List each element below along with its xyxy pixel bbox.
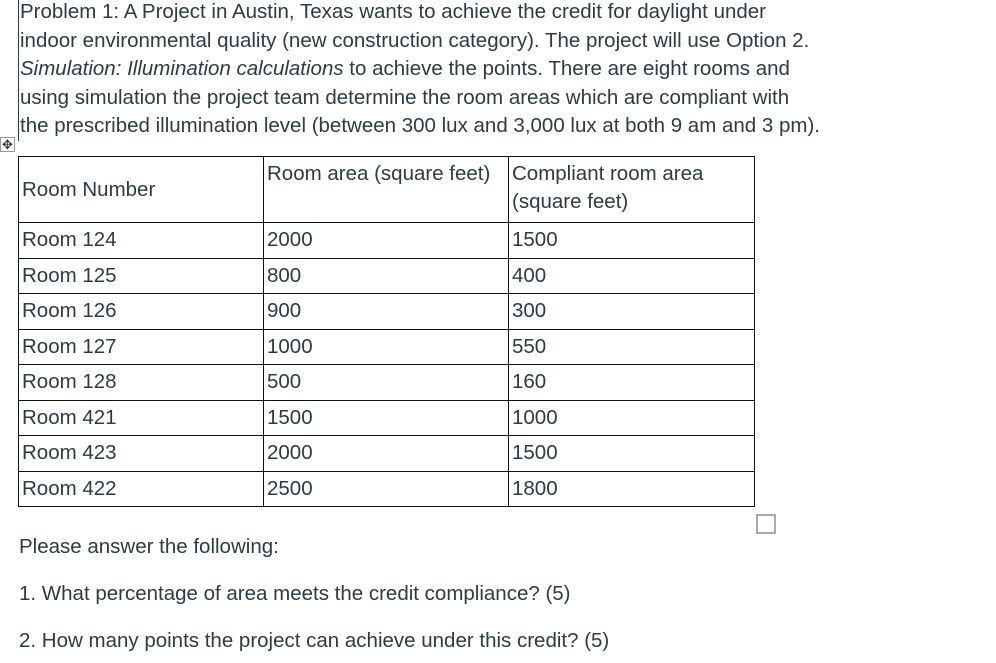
room-area-cell: 2000 xyxy=(264,436,509,472)
room-area-cell: 2500 xyxy=(264,471,509,507)
table-row xyxy=(19,436,755,472)
problem-text: to achieve the points. There are eight rooms and xyxy=(343,57,790,81)
room-number-cell: Room 127 xyxy=(19,329,264,365)
option-name: Simulation: Illumination calculations xyxy=(20,57,344,81)
room-area-cell: 1500 xyxy=(264,400,509,436)
room-number-cell: Room 422 xyxy=(19,471,264,507)
questions-intro: Please answer the following: xyxy=(19,535,279,558)
question-2: 2. How many points the project can achieve under this credit? (5) xyxy=(19,629,610,652)
table-move-handle-icon[interactable]: ✥ xyxy=(0,137,15,152)
room-number-cell: Room 126 xyxy=(19,294,264,330)
room-number-cell: Room 421 xyxy=(19,400,264,436)
room-area-cell: 1000 xyxy=(264,329,509,365)
table-row xyxy=(19,400,755,436)
room-area-cell: 900 xyxy=(264,294,509,330)
problem-statement xyxy=(18,0,990,141)
compliant-area-cell: 550 xyxy=(509,329,755,365)
compliant-area-cell: 1500 xyxy=(509,223,755,259)
compliant-area-cell: 160 xyxy=(509,365,755,401)
problem-line: indoor environmental quality (new construction category). The project will use Option 2. xyxy=(20,28,810,52)
compliant-area-cell: 1000 xyxy=(509,400,755,436)
header-room-area: Room area (square feet) xyxy=(264,157,509,223)
room-area-cell: 2000 xyxy=(264,223,509,259)
compliant-area-cell: 1800 xyxy=(509,471,755,507)
header-compliant-area: Compliant room area (square feet) xyxy=(509,157,755,223)
problem-line: the prescribed illumination level (between 300 lux and 3,000 lux at both 9 am and 3 pm). xyxy=(20,114,820,138)
table-row xyxy=(19,471,755,507)
room-number-cell: Room 125 xyxy=(19,258,264,294)
table-row xyxy=(19,329,755,365)
question-1: 1. What percentage of area meets the credit compliance? (5) xyxy=(19,582,571,605)
problem-line: Problem 1: A Project in Austin, Texas wants to achieve the credit for daylight under xyxy=(20,0,767,23)
table-row xyxy=(19,258,755,294)
problem-line xyxy=(20,55,990,84)
table-resize-handle[interactable] xyxy=(756,514,776,534)
room-area-cell: 800 xyxy=(264,258,509,294)
compliant-area-cell: 400 xyxy=(509,258,755,294)
table-header-row xyxy=(19,157,755,223)
room-number-cell: Room 128 xyxy=(19,365,264,401)
room-area-cell: 500 xyxy=(264,365,509,401)
header-room-number: Room Number xyxy=(19,157,264,223)
room-number-cell: Room 423 xyxy=(19,436,264,472)
table-row xyxy=(19,294,755,330)
compliant-area-cell: 1500 xyxy=(509,436,755,472)
compliant-area-cell: 300 xyxy=(509,294,755,330)
problem-line: using simulation the project team determine the room areas which are compliant with xyxy=(20,85,790,109)
table-row xyxy=(19,365,755,401)
room-number-cell: Room 124 xyxy=(19,223,264,259)
table-row xyxy=(19,223,755,259)
room-area-table xyxy=(18,156,755,507)
